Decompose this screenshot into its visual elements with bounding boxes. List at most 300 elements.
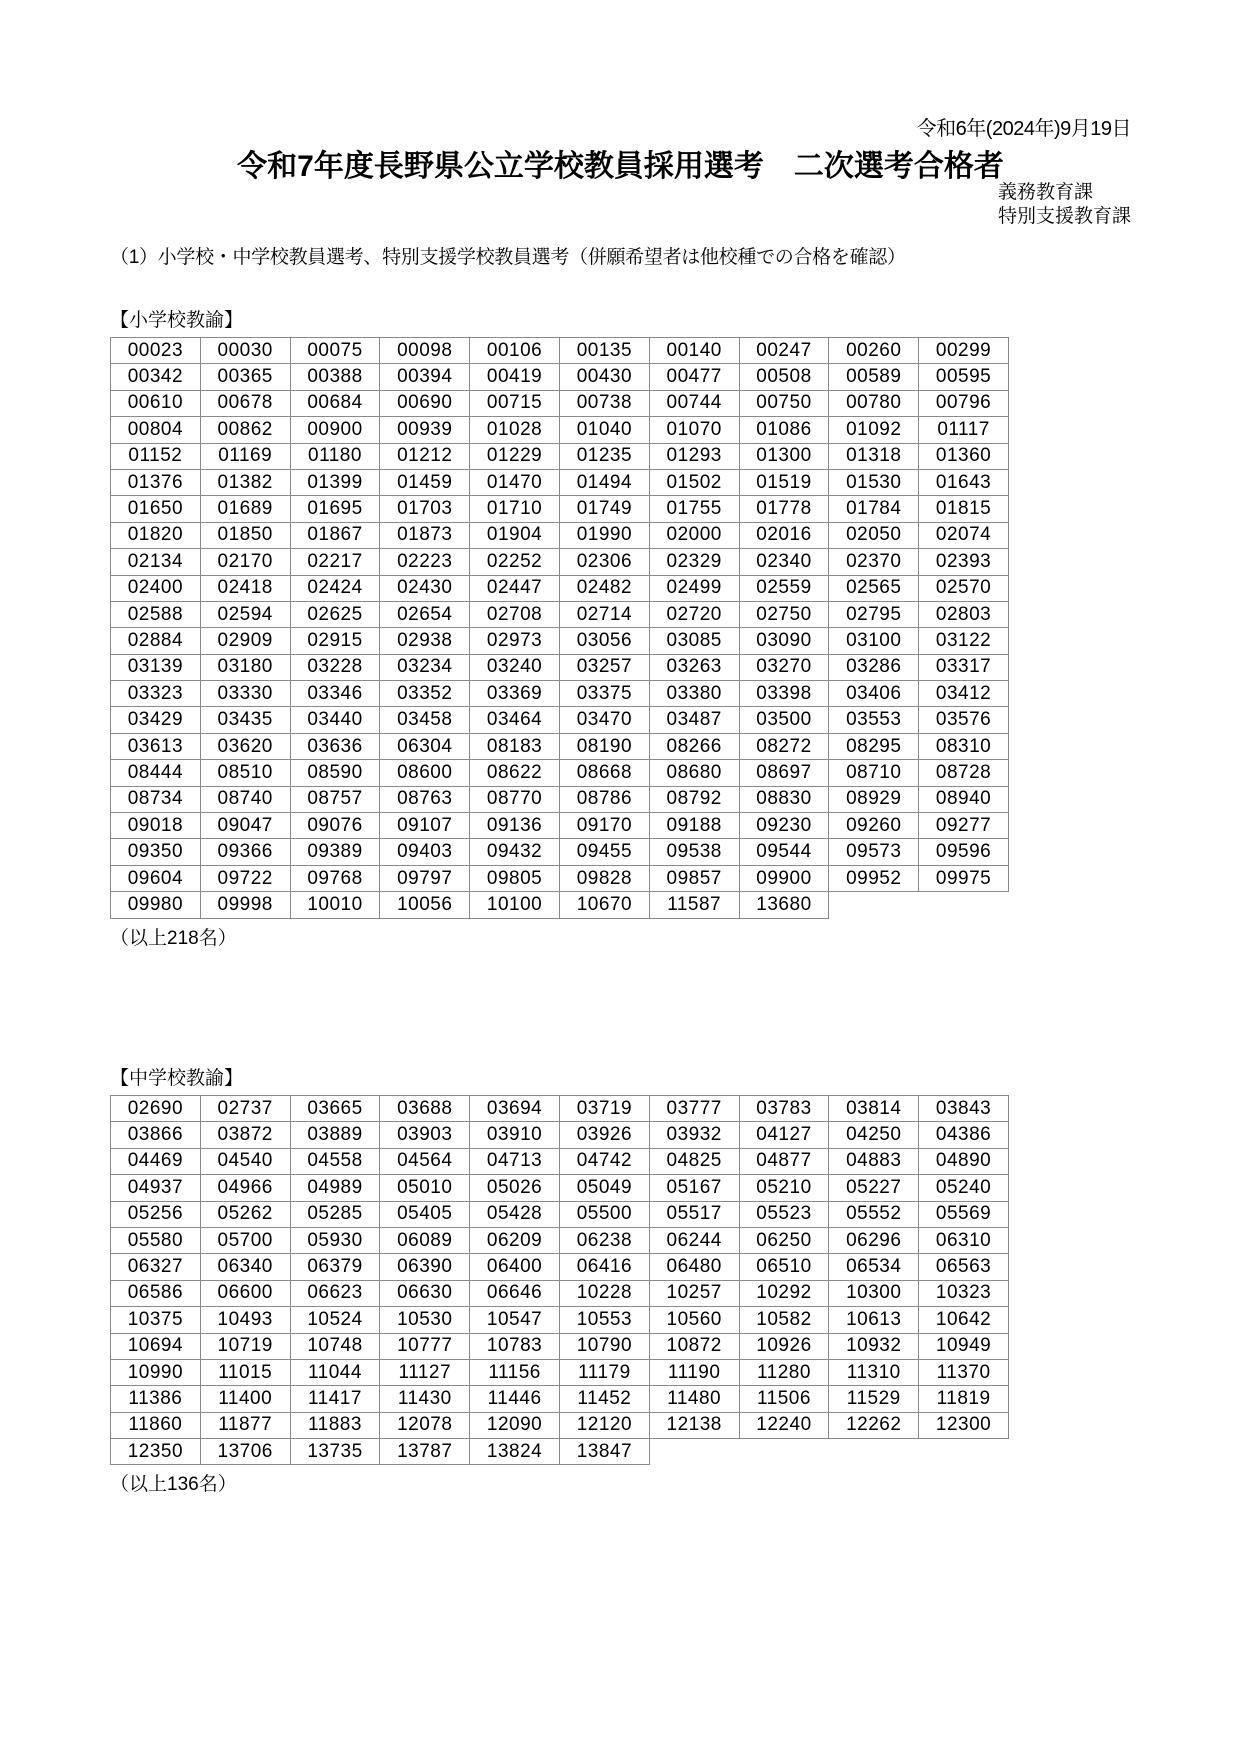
examinee-number-cell: 13847 — [559, 1439, 649, 1465]
examinee-number-cell: 01530 — [829, 469, 919, 495]
examinee-number-cell: 08763 — [380, 786, 470, 812]
examinee-number-cell: 03257 — [559, 654, 649, 680]
examinee-number-cell: 06534 — [829, 1254, 919, 1280]
examinee-number-cell: 09188 — [649, 813, 739, 839]
empty-cell — [829, 892, 919, 918]
examinee-number-cell: 13706 — [200, 1439, 290, 1465]
examinee-number-cell: 01459 — [380, 469, 470, 495]
examinee-number-cell: 03777 — [649, 1096, 739, 1122]
examinee-number-cell: 08444 — [111, 760, 201, 786]
examinee-number-cell: 06327 — [111, 1254, 201, 1280]
examinee-number-cell: 09998 — [200, 892, 290, 918]
examinee-number-cell: 08728 — [919, 760, 1009, 786]
examinee-number-cell: 02737 — [200, 1096, 290, 1122]
examinee-number-cell: 09260 — [829, 813, 919, 839]
examinee-number-cell: 09857 — [649, 865, 739, 891]
examinee-number-cell: 04558 — [290, 1148, 380, 1174]
examinee-number-cell: 03317 — [919, 654, 1009, 680]
table-row — [111, 681, 1009, 707]
examinee-number-cell: 10613 — [829, 1307, 919, 1333]
examinee-number-cell: 11127 — [380, 1359, 470, 1385]
examinee-number-cell: 05517 — [649, 1201, 739, 1227]
examinee-number-cell: 02400 — [111, 575, 201, 601]
examinee-number-cell: 00430 — [559, 364, 649, 390]
examinee-number-cell: 00862 — [200, 417, 290, 443]
examinee-number-cell: 09366 — [200, 839, 290, 865]
examinee-number-cell: 13824 — [470, 1439, 560, 1465]
examinee-number-cell: 10300 — [829, 1280, 919, 1306]
table-row — [111, 813, 1009, 839]
document-date: 令和6年(2024年)9月19日 — [916, 118, 1131, 140]
examinee-number-cell: 04742 — [559, 1148, 649, 1174]
examinee-number-cell: 02430 — [380, 575, 470, 601]
examinee-number-cell: 08600 — [380, 760, 470, 786]
examinee-number-cell: 05049 — [559, 1175, 649, 1201]
examinee-number-cell: 10560 — [649, 1307, 739, 1333]
examinee-number-cell: 01235 — [559, 443, 649, 469]
numbers-table — [110, 1095, 1009, 1465]
examinee-number-cell: 08190 — [559, 733, 649, 759]
examinee-number-cell: 08183 — [470, 733, 560, 759]
examinee-number-cell: 03240 — [470, 654, 560, 680]
examinee-number-cell: 01710 — [470, 496, 560, 522]
examinee-number-cell: 00342 — [111, 364, 201, 390]
examinee-number-cell: 02909 — [200, 628, 290, 654]
examinee-number-cell: 06600 — [200, 1280, 290, 1306]
page-title: 令和7年度長野県公立学校教員採用選考 二次選考合格者 — [237, 150, 1004, 183]
examinee-number-cell: 03866 — [111, 1122, 201, 1148]
examinee-number-cell: 00098 — [380, 338, 470, 364]
examinee-number-cell: 02329 — [649, 549, 739, 575]
examinee-number-cell: 05010 — [380, 1175, 470, 1201]
examinee-number-cell: 03234 — [380, 654, 470, 680]
examinee-number-cell: 03440 — [290, 707, 380, 733]
examinee-number-cell: 11310 — [829, 1359, 919, 1385]
examinee-number-cell: 00715 — [470, 390, 560, 416]
examinee-number-cell: 08786 — [559, 786, 649, 812]
table-row — [111, 443, 1009, 469]
examinee-number-cell: 11179 — [559, 1359, 649, 1385]
block-title: 【中学校教諭】 — [110, 1068, 244, 1089]
examinee-number-cell: 03270 — [739, 654, 829, 680]
examinee-number-cell: 12120 — [559, 1412, 649, 1438]
examinee-number-cell: 03056 — [559, 628, 649, 654]
examinee-number-cell: 01755 — [649, 496, 739, 522]
table-row — [111, 733, 1009, 759]
examinee-number-cell: 03412 — [919, 681, 1009, 707]
examinee-number-cell: 11417 — [290, 1386, 380, 1412]
examinee-number-cell: 10932 — [829, 1333, 919, 1359]
examinee-number-cell: 02447 — [470, 575, 560, 601]
examinee-number-cell: 08668 — [559, 760, 649, 786]
examinee-number-cell: 10292 — [739, 1280, 829, 1306]
examinee-number-cell: 03330 — [200, 681, 290, 707]
block-junior-high-teacher — [110, 1063, 1009, 1496]
examinee-number-cell: 11400 — [200, 1386, 290, 1412]
examinee-number-cell: 02708 — [470, 601, 560, 627]
examinee-number-cell: 01229 — [470, 443, 560, 469]
examinee-number-cell: 01117 — [919, 417, 1009, 443]
table-row — [111, 1227, 1009, 1253]
examinee-number-cell: 02217 — [290, 549, 380, 575]
examinee-number-cell: 11044 — [290, 1359, 380, 1385]
examinee-number-cell: 06416 — [559, 1254, 649, 1280]
examinee-number-cell: 02370 — [829, 549, 919, 575]
examinee-number-cell: 00610 — [111, 390, 201, 416]
examinee-number-cell: 13680 — [739, 892, 829, 918]
examinee-number-cell: 09768 — [290, 865, 380, 891]
examinee-number-cell: 03090 — [739, 628, 829, 654]
examinee-number-cell: 11529 — [829, 1386, 919, 1412]
examinee-number-cell: 08266 — [649, 733, 739, 759]
examinee-number-cell: 01990 — [559, 522, 649, 548]
examinee-number-cell: 00030 — [200, 338, 290, 364]
examinee-number-cell: 10582 — [739, 1307, 829, 1333]
examinee-number-cell: 06379 — [290, 1254, 380, 1280]
examinee-number-cell: 02418 — [200, 575, 290, 601]
examinee-number-cell: 00796 — [919, 390, 1009, 416]
examinee-number-cell: 10990 — [111, 1359, 201, 1385]
examinee-number-cell: 11883 — [290, 1412, 380, 1438]
examinee-number-cell: 03889 — [290, 1122, 380, 1148]
table-row — [111, 549, 1009, 575]
examinee-number-cell: 01180 — [290, 443, 380, 469]
examinee-number-cell: 10719 — [200, 1333, 290, 1359]
examinee-number-cell: 09136 — [470, 813, 560, 839]
examinee-number-cell: 03352 — [380, 681, 470, 707]
table-row — [111, 1359, 1009, 1385]
table-row — [111, 1148, 1009, 1174]
table-row — [111, 1175, 1009, 1201]
examinee-number-cell: 12240 — [739, 1412, 829, 1438]
empty-cell — [829, 1439, 919, 1465]
examinee-number-cell: 10010 — [290, 892, 380, 918]
examinee-number-cell: 10553 — [559, 1307, 649, 1333]
block-elementary-teacher — [110, 305, 1009, 950]
examinee-number-cell: 05227 — [829, 1175, 919, 1201]
examinee-number-cell: 01360 — [919, 443, 1009, 469]
examinee-number-cell: 01643 — [919, 469, 1009, 495]
examinee-number-cell: 10056 — [380, 892, 470, 918]
examinee-number-cell: 09403 — [380, 839, 470, 865]
examinee-number-cell: 03500 — [739, 707, 829, 733]
table-row — [111, 1122, 1009, 1148]
examinee-number-cell: 01028 — [470, 417, 560, 443]
examinee-number-cell: 01749 — [559, 496, 649, 522]
block-title: 【小学校教諭】 — [110, 310, 244, 331]
section-note: （1）小学校・中学校教員選考、特別支援学校教員選考（併願希望者は他校種での合格を確認） — [110, 247, 906, 268]
examinee-number-cell: 09596 — [919, 839, 1009, 865]
examinee-number-cell: 03814 — [829, 1096, 919, 1122]
examinee-number-cell: 03464 — [470, 707, 560, 733]
examinee-number-cell: 10872 — [649, 1333, 739, 1359]
examinee-number-cell: 02306 — [559, 549, 649, 575]
examinee-number-cell: 11860 — [111, 1412, 201, 1438]
examinee-number-cell: 08792 — [649, 786, 739, 812]
examinee-number-cell: 08740 — [200, 786, 290, 812]
examinee-number-cell: 02654 — [380, 601, 470, 627]
examinee-number-cell: 00508 — [739, 364, 829, 390]
examinee-number-cell: 00750 — [739, 390, 829, 416]
department-name-1: 義務教育課 — [997, 182, 1093, 203]
examinee-number-cell: 03903 — [380, 1122, 470, 1148]
examinee-number-cell: 09573 — [829, 839, 919, 865]
examinee-number-cell: 01502 — [649, 469, 739, 495]
examinee-number-cell: 11386 — [111, 1386, 201, 1412]
table-row — [111, 892, 1009, 918]
table-row — [111, 1201, 1009, 1227]
empty-cell — [649, 1439, 739, 1465]
table-row — [111, 654, 1009, 680]
examinee-number-cell: 04883 — [829, 1148, 919, 1174]
empty-cell — [919, 1439, 1009, 1465]
examinee-number-cell: 08697 — [739, 760, 829, 786]
examinee-number-cell: 09076 — [290, 813, 380, 839]
examinee-number-cell: 09170 — [559, 813, 649, 839]
table-row — [111, 1386, 1009, 1412]
examinee-number-cell: 04713 — [470, 1148, 560, 1174]
examinee-number-cell: 08770 — [470, 786, 560, 812]
examinee-number-cell: 02252 — [470, 549, 560, 575]
examinee-number-cell: 08940 — [919, 786, 1009, 812]
examinee-number-cell: 04937 — [111, 1175, 201, 1201]
examinee-number-cell: 06623 — [290, 1280, 380, 1306]
examinee-number-cell: 03406 — [829, 681, 919, 707]
examinee-number-cell: 01293 — [649, 443, 739, 469]
examinee-number-cell: 01376 — [111, 469, 201, 495]
numbers-table — [110, 337, 1009, 919]
examinee-number-cell: 00804 — [111, 417, 201, 443]
examinee-number-cell: 03085 — [649, 628, 739, 654]
examinee-number-cell: 05569 — [919, 1201, 1009, 1227]
examinee-number-cell: 03665 — [290, 1096, 380, 1122]
examinee-number-cell: 00678 — [200, 390, 290, 416]
examinee-number-cell: 09722 — [200, 865, 290, 891]
examinee-number-cell: 04386 — [919, 1122, 1009, 1148]
examinee-number-cell: 00690 — [380, 390, 470, 416]
examinee-number-cell: 06296 — [829, 1227, 919, 1253]
table-row — [111, 364, 1009, 390]
examinee-number-cell: 02393 — [919, 549, 1009, 575]
examinee-number-cell: 00684 — [290, 390, 380, 416]
examinee-number-cell: 02594 — [200, 601, 290, 627]
examinee-number-cell: 09230 — [739, 813, 829, 839]
examinee-number-cell: 09047 — [200, 813, 290, 839]
examinee-number-cell: 03286 — [829, 654, 919, 680]
examinee-number-cell: 03688 — [380, 1096, 470, 1122]
table-row — [111, 1412, 1009, 1438]
examinee-number-cell: 02050 — [829, 522, 919, 548]
examinee-number-cell: 02570 — [919, 575, 1009, 601]
examinee-number-cell: 10783 — [470, 1333, 560, 1359]
examinee-number-cell: 03435 — [200, 707, 290, 733]
examinee-number-cell: 06089 — [380, 1227, 470, 1253]
examinee-number-cell: 03719 — [559, 1096, 649, 1122]
examinee-number-cell: 06238 — [559, 1227, 649, 1253]
examinee-number-cell: 02074 — [919, 522, 1009, 548]
examinee-number-cell: 03369 — [470, 681, 560, 707]
examinee-number-cell: 00589 — [829, 364, 919, 390]
table-row — [111, 760, 1009, 786]
examinee-number-cell: 12262 — [829, 1412, 919, 1438]
examinee-number-cell: 05405 — [380, 1201, 470, 1227]
table-row — [111, 786, 1009, 812]
examinee-number-cell: 12300 — [919, 1412, 1009, 1438]
examinee-number-cell: 02795 — [829, 601, 919, 627]
examinee-number-cell: 02973 — [470, 628, 560, 654]
examinee-number-cell: 09980 — [111, 892, 201, 918]
examinee-number-cell: 06310 — [919, 1227, 1009, 1253]
examinee-number-cell: 11480 — [649, 1386, 739, 1412]
examinee-number-cell: 03346 — [290, 681, 380, 707]
examinee-number-cell: 04540 — [200, 1148, 290, 1174]
examinee-number-cell: 02625 — [290, 601, 380, 627]
examinee-number-cell: 10694 — [111, 1333, 201, 1359]
table-row — [111, 496, 1009, 522]
table-row — [111, 601, 1009, 627]
examinee-number-cell: 09018 — [111, 813, 201, 839]
examinee-number-cell: 06646 — [470, 1280, 560, 1306]
examinee-number-cell: 04989 — [290, 1175, 380, 1201]
examinee-number-cell: 10228 — [559, 1280, 649, 1306]
examinee-number-cell: 00388 — [290, 364, 380, 390]
examinee-number-cell: 06390 — [380, 1254, 470, 1280]
table-row — [111, 522, 1009, 548]
examinee-number-cell: 02134 — [111, 549, 201, 575]
examinee-number-cell: 01650 — [111, 496, 201, 522]
examinee-number-cell: 08680 — [649, 760, 739, 786]
examinee-number-cell: 01494 — [559, 469, 649, 495]
examinee-number-cell: 06340 — [200, 1254, 290, 1280]
examinee-number-cell: 00738 — [559, 390, 649, 416]
examinee-number-cell: 04250 — [829, 1122, 919, 1148]
table-row — [111, 390, 1009, 416]
examinee-number-cell: 09604 — [111, 865, 201, 891]
examinee-number-cell: 13787 — [380, 1439, 470, 1465]
examinee-number-cell: 09952 — [829, 865, 919, 891]
numbers-table-body — [111, 338, 1009, 919]
examinee-number-cell: 01318 — [829, 443, 919, 469]
examinee-number-cell: 01300 — [739, 443, 829, 469]
examinee-number-cell: 03458 — [380, 707, 470, 733]
examinee-number-cell: 02915 — [290, 628, 380, 654]
examinee-number-cell: 12138 — [649, 1412, 739, 1438]
examinee-number-cell: 01519 — [739, 469, 829, 495]
examinee-number-cell: 01092 — [829, 417, 919, 443]
examinee-number-cell: 05262 — [200, 1201, 290, 1227]
examinee-number-cell: 08710 — [829, 760, 919, 786]
examinee-number-cell: 00939 — [380, 417, 470, 443]
examinee-number-cell: 01695 — [290, 496, 380, 522]
examinee-number-cell: 00260 — [829, 338, 919, 364]
examinee-number-cell: 03323 — [111, 681, 201, 707]
examinee-number-cell: 06250 — [739, 1227, 829, 1253]
examinee-number-cell: 09455 — [559, 839, 649, 865]
examinee-number-cell: 03487 — [649, 707, 739, 733]
examinee-number-cell: 09277 — [919, 813, 1009, 839]
examinee-number-cell: 03636 — [290, 733, 380, 759]
table-row — [111, 707, 1009, 733]
examinee-number-cell: 10547 — [470, 1307, 560, 1333]
examinee-number-cell: 00075 — [290, 338, 380, 364]
examinee-number-cell: 01778 — [739, 496, 829, 522]
examinee-number-cell: 09900 — [739, 865, 829, 891]
examinee-number-cell: 11370 — [919, 1359, 1009, 1385]
examinee-number-cell: 02884 — [111, 628, 201, 654]
table-row — [111, 338, 1009, 364]
examinee-number-cell: 02016 — [739, 522, 829, 548]
examinee-number-cell: 08272 — [739, 733, 829, 759]
examinee-number-cell: 01820 — [111, 522, 201, 548]
table-row — [111, 1307, 1009, 1333]
examinee-number-cell: 00247 — [739, 338, 829, 364]
examinee-number-cell: 09805 — [470, 865, 560, 891]
examinee-number-cell: 10670 — [559, 892, 649, 918]
examinee-number-cell: 02000 — [649, 522, 739, 548]
table-row — [111, 1439, 1009, 1465]
examinee-number-cell: 06304 — [380, 733, 470, 759]
examinee-number-cell: 10949 — [919, 1333, 1009, 1359]
examinee-number-cell: 00140 — [649, 338, 739, 364]
table-row — [111, 575, 1009, 601]
examinee-number-cell: 10926 — [739, 1333, 829, 1359]
department-name-2: 特別支援教育課 — [997, 205, 1131, 227]
examinee-number-cell: 00419 — [470, 364, 560, 390]
examinee-number-cell: 01040 — [559, 417, 649, 443]
examinee-number-cell: 08590 — [290, 760, 380, 786]
examinee-number-cell: 09389 — [290, 839, 380, 865]
examinee-number-cell: 01873 — [380, 522, 470, 548]
examinee-number-cell: 05210 — [739, 1175, 829, 1201]
examinee-number-cell: 08510 — [200, 760, 290, 786]
examinee-number-cell: 01850 — [200, 522, 290, 548]
examinee-number-cell: 00365 — [200, 364, 290, 390]
count-note: （以上136名） — [110, 1474, 237, 1496]
examinee-number-cell: 04877 — [739, 1148, 829, 1174]
examinee-number-cell: 10493 — [200, 1307, 290, 1333]
examinee-number-cell: 02482 — [559, 575, 649, 601]
examinee-number-cell: 03380 — [649, 681, 739, 707]
examinee-number-cell: 05285 — [290, 1201, 380, 1227]
examinee-number-cell: 04564 — [380, 1148, 470, 1174]
examinee-number-cell: 08734 — [111, 786, 201, 812]
examinee-number-cell: 02565 — [829, 575, 919, 601]
examinee-number-cell: 03926 — [559, 1122, 649, 1148]
examinee-number-cell: 10777 — [380, 1333, 470, 1359]
examinee-number-cell: 11430 — [380, 1386, 470, 1412]
examinee-number-cell: 09975 — [919, 865, 1009, 891]
examinee-number-cell: 10375 — [111, 1307, 201, 1333]
table-row — [111, 417, 1009, 443]
examinee-number-cell: 02750 — [739, 601, 829, 627]
examinee-number-cell: 05167 — [649, 1175, 739, 1201]
examinee-number-cell: 06209 — [470, 1227, 560, 1253]
examinee-number-cell: 03398 — [739, 681, 829, 707]
examinee-number-cell: 01689 — [200, 496, 290, 522]
table-row — [111, 839, 1009, 865]
examinee-number-cell: 05930 — [290, 1227, 380, 1253]
examinee-number-cell: 01784 — [829, 496, 919, 522]
table-row — [111, 1096, 1009, 1122]
examinee-number-cell: 00023 — [111, 338, 201, 364]
examinee-number-cell: 02170 — [200, 549, 290, 575]
examinee-number-cell: 12090 — [470, 1412, 560, 1438]
examinee-number-cell: 11446 — [470, 1386, 560, 1412]
examinee-number-cell: 03429 — [111, 707, 201, 733]
examinee-number-cell: 10323 — [919, 1280, 1009, 1306]
examinee-number-cell: 12078 — [380, 1412, 470, 1438]
examinee-number-cell: 00477 — [649, 364, 739, 390]
